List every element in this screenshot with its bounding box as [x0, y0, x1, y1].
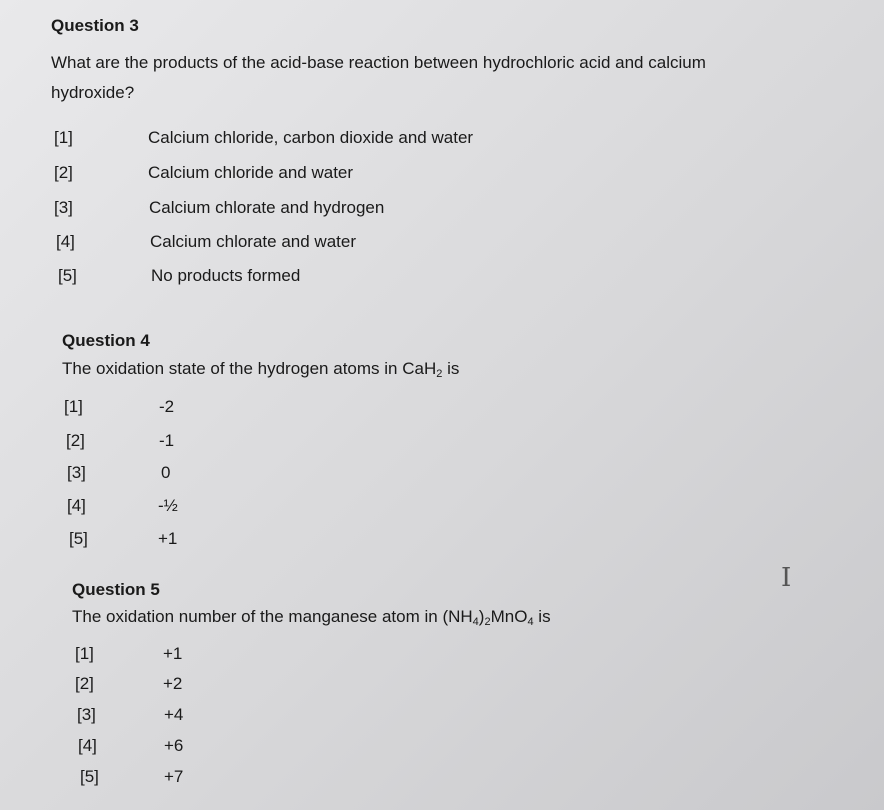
option-text: Calcium chloride, carbon dioxide and water — [148, 128, 474, 147]
option-number: [1] — [75, 644, 94, 663]
option-text: -1 — [159, 431, 175, 450]
option-number: [5] — [58, 266, 77, 285]
option-number: [3] — [67, 463, 86, 482]
question-5-text-paren: ) — [478, 607, 485, 626]
option-text: +1 — [158, 529, 178, 548]
option-text: +4 — [164, 705, 184, 724]
question-5-sub-3: 4 — [527, 616, 534, 628]
question-5-text-main: The oxidation number of the manganese atom in (NH — [72, 607, 473, 626]
option-text: Calcium chloride and water — [148, 163, 354, 182]
question-5-title: Question 5 — [72, 580, 160, 599]
question-4-text-end: is — [442, 359, 460, 378]
option-number: [3] — [77, 705, 96, 724]
question-5-sub-1: 4 — [472, 616, 479, 628]
option-text: No products formed — [151, 266, 301, 285]
option-text: -2 — [159, 397, 175, 416]
option-number: [2] — [54, 163, 73, 182]
question-4-text-main: The oxidation state of the hydrogen atoms in CaH — [62, 359, 437, 378]
option-text: +2 — [163, 674, 183, 693]
option-number: [1] — [54, 128, 73, 147]
question-3-text-line2: hydroxide? — [51, 83, 135, 102]
option-text: Calcium chlorate and water — [150, 232, 356, 251]
option-text: +1 — [163, 644, 183, 663]
text-cursor-icon: I — [781, 563, 792, 593]
option-number: [4] — [56, 232, 75, 251]
option-text: Calcium chlorate and hydrogen — [149, 198, 385, 217]
option-number: [5] — [80, 767, 99, 786]
option-number: [2] — [75, 674, 94, 693]
option-number: [1] — [64, 397, 83, 416]
question-5-text — [72, 602, 772, 637]
question-5 — [72, 580, 772, 637]
question-4 — [62, 331, 822, 389]
question-5-text-end: is — [533, 607, 551, 626]
question-4-title: Question 4 — [62, 331, 150, 350]
question-4-text — [62, 354, 822, 389]
question-3 — [51, 16, 851, 108]
option-text: +6 — [164, 736, 184, 755]
option-text: 0 — [161, 463, 171, 482]
question-3-title: Question 3 — [51, 16, 139, 35]
option-number: [5] — [69, 529, 88, 548]
question-5-text-mno: MnO — [490, 607, 528, 626]
option-number: [2] — [66, 431, 85, 450]
question-5-sub-2: 2 — [484, 616, 491, 628]
option-number: [3] — [54, 198, 73, 217]
question-4-text-subscript: 2 — [436, 368, 443, 380]
option-text: +7 — [164, 767, 184, 786]
option-text: -½ — [158, 496, 178, 515]
question-3-text-line1: What are the products of the acid-base reaction between hydrochloric acid and calcium — [51, 53, 706, 72]
option-number: [4] — [67, 496, 86, 515]
option-number: [4] — [78, 736, 97, 755]
